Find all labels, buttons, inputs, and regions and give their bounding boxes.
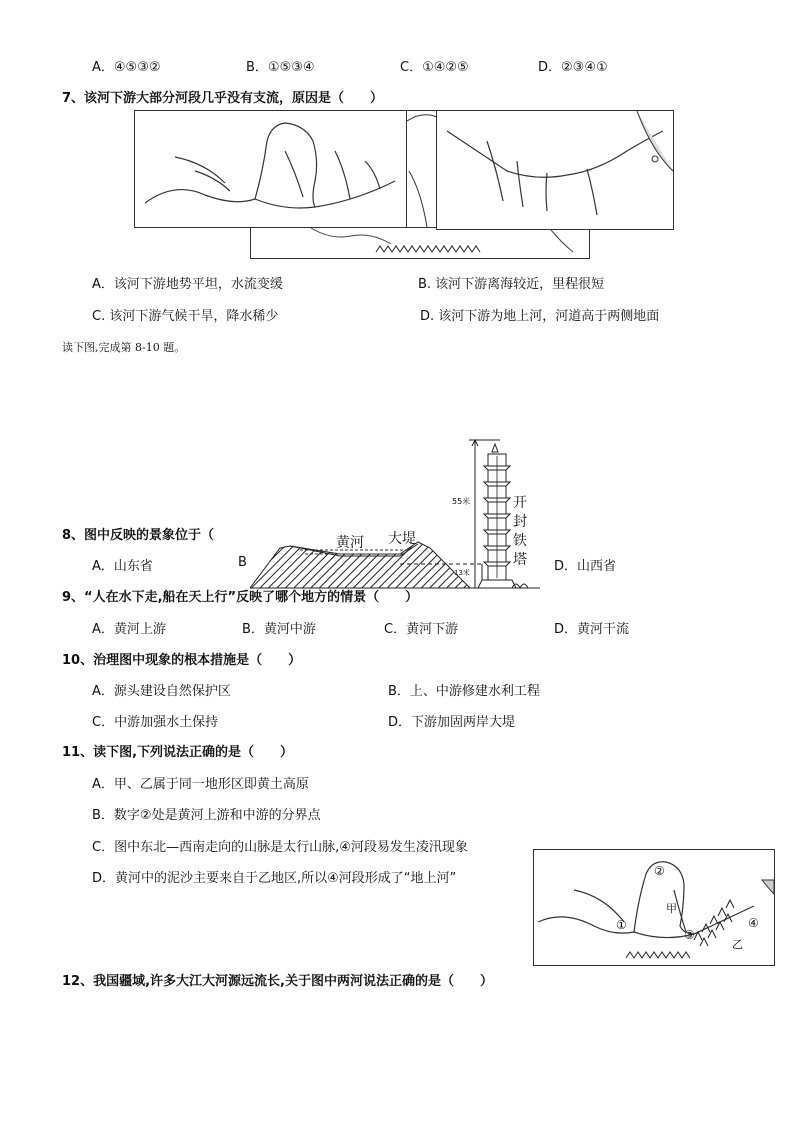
q7-option-d: D. 该河下游为地上河，河道高于两侧地面	[420, 309, 660, 324]
map-label-yi: 乙	[732, 938, 743, 951]
q7-stem: 7、该河下游大部分河段几乎没有支流，原因是（ ）	[62, 91, 384, 106]
q10-stem: 10、治理图中现象的根本措施是（ ）	[62, 653, 302, 668]
q10-option-d: D．下游加固两岸大堤	[388, 715, 516, 730]
q11-option-a: A．甲、乙属于同一地形区即黄土高原	[92, 777, 309, 792]
q7-right-map	[436, 110, 674, 230]
map-label-jia: 甲	[666, 902, 677, 915]
q12-stem: 12、我国疆域,许多大江大河源远流长,关于图中两河说法正确的是（ ）	[62, 974, 493, 989]
height-13-label: 13米	[454, 569, 470, 577]
q8-stem: 8、图中反映的景象位于（	[62, 528, 215, 543]
q8-option-a: A．山东省	[92, 559, 153, 574]
q7-left-map	[134, 110, 408, 228]
q9-option-a: A．黄河上游	[92, 622, 166, 637]
q11-option-b: B．数字②处是黄河上游和中游的分界点	[92, 808, 321, 823]
kaifeng-diagram	[250, 436, 540, 592]
q7-option-b: B. 该河下游离海较近，里程很短	[418, 277, 605, 292]
q11-stem: 11、读下图,下列说法正确的是（ ）	[62, 745, 294, 760]
q11-option-c: C．图中东北—西南走向的山脉是太行山脉,④河段易发生凌汛现象	[92, 840, 468, 855]
q9-option-c: C．黄河下游	[384, 622, 459, 637]
q9-option-d: D．黄河干流	[554, 622, 630, 637]
q7-option-a: A．该河下游地势平坦，水流变缓	[92, 277, 283, 292]
q11-map	[533, 849, 775, 966]
q6-option-d: D．②③④①	[538, 60, 608, 75]
q7-middle-map	[406, 110, 438, 228]
q7-bottom-map-strip	[250, 226, 590, 259]
q6-option-a: A．④⑤③②	[92, 60, 161, 75]
map-marker-1: ①	[616, 918, 627, 932]
map-marker-2: ②	[654, 864, 665, 878]
q8-option-b: B	[238, 555, 247, 570]
tower-label: 开封铁塔	[513, 495, 527, 568]
q6-option-b: B．①⑤③④	[246, 60, 315, 75]
q9-option-b: B．黄河中游	[242, 622, 316, 637]
q11-option-d: D．黄河中的泥沙主要来自于乙地区,所以④河段形成了“地上河”	[92, 871, 457, 886]
q10-option-a: A．源头建设自然保护区	[92, 684, 231, 699]
q7-option-c: C. 该河下游气候干旱，降水稀少	[92, 309, 279, 324]
river-label: 黄河	[336, 535, 364, 551]
map-marker-4: ④	[748, 916, 759, 930]
q10-option-c: C．中游加强水土保持	[92, 715, 219, 730]
q9-stem: 9、“人在水下走,船在天上行”反映了哪个地方的情景（ ）	[62, 590, 419, 605]
read-note: 读下图,完成第 8-10 题。	[62, 341, 186, 354]
map-marker-3: ③	[684, 928, 695, 942]
q10-option-b: B．上、中游修建水利工程	[388, 684, 540, 699]
q8-option-d: D．山西省	[554, 559, 617, 574]
dike-label: 大堤	[388, 531, 416, 547]
q6-option-c: C．①④②⑤	[400, 60, 469, 75]
height-55-label: 55米	[452, 497, 471, 506]
